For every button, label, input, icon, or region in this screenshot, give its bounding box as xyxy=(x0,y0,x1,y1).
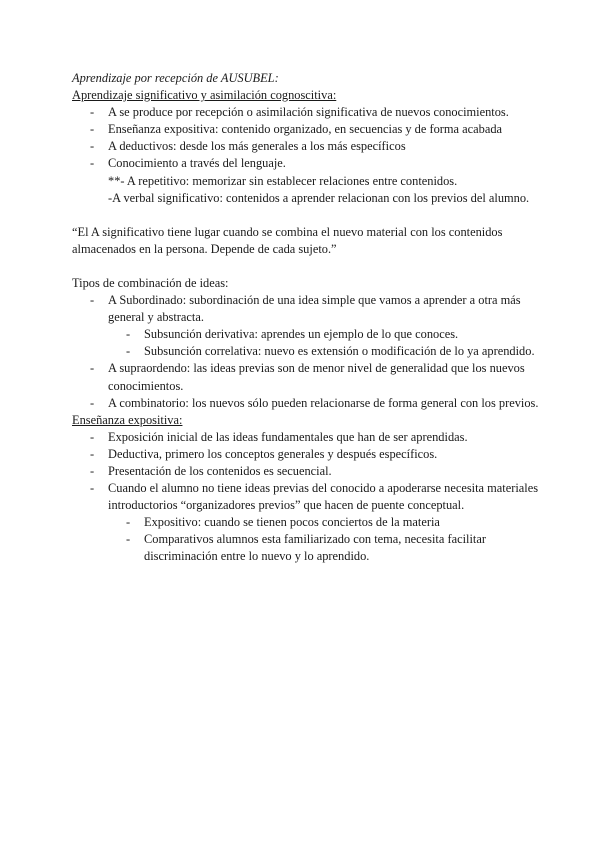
section-heading-significativo: Aprendizaje significativo y asimilación cognoscitiva: xyxy=(72,88,337,103)
section-heading-expositiva: Enseñanza expositiva: xyxy=(72,412,183,427)
list-item: - A deductivos: desde los más generales a los más específicos xyxy=(72,138,540,155)
bullet-list-expositiva xyxy=(72,429,540,514)
list-item xyxy=(72,292,540,326)
note-verbal-significativo: -A verbal significativo: contenidos a aprender relacionan con los previos del alumno. xyxy=(108,190,530,205)
sub-list-item: - Comparativos alumnos esta familiarizado con tema, necesita facilitar discriminación entre lo nuevo y lo aprendido. xyxy=(72,531,540,565)
sub-list-item: - Subsunción correlativa: nuevo es extensión o modificación de lo ya aprendido. xyxy=(72,343,540,360)
list-item: - Cuando el alumno no tiene ideas previas del conocido a apoderarse necesita materiales introductorios “organizadores previos” que hacen de puente conceptual. xyxy=(72,480,540,514)
list-item: - Exposición inicial de las ideas fundamentales que han de ser aprendidas. xyxy=(72,429,540,446)
sub-list-item: - Expositivo: cuando se tienen pocos conciertos de la materia xyxy=(72,514,540,531)
list-item: - Presentación de los contenidos es secuencial. xyxy=(72,463,540,480)
list-item-text: A Subordinado: subordinación de una idea simple que vamos a aprender a otra más general y abstracta. xyxy=(108,293,521,325)
list-item: - A supraordendo: las ideas previas son de menor nivel de generalidad que los nuevos conocimientos. xyxy=(72,360,540,394)
sub-list-organizadores xyxy=(72,514,540,565)
list-item: - Enseñanza expositiva: contenido organizado, en secuencias y de forma acabada xyxy=(72,121,540,138)
bullet-list-significativo xyxy=(72,104,540,172)
section-heading-combinacion: Tipos de combinación de ideas: xyxy=(72,275,229,290)
document-title: Aprendizaje por recepción de AUSUBEL: xyxy=(72,71,279,85)
sub-list-subordinado xyxy=(72,326,540,360)
spacer xyxy=(72,207,540,224)
list-item: - A combinatorio: los nuevos sólo pueden relacionarse de forma general con los previos. xyxy=(72,395,540,412)
list-item: - A se produce por recepción o asimilación significativa de nuevos conocimientos. xyxy=(72,104,540,121)
list-item: - Conocimiento a través del lenguaje. xyxy=(72,155,540,172)
list-item: - Deductiva, primero los conceptos generales y después específicos. xyxy=(72,446,540,463)
quote-paragraph: “El A significativo tiene lugar cuando se combina el nuevo material con los contenidos almacenados en la persona. Depende de cada sujeto.” xyxy=(72,224,503,256)
bullet-list-combinacion-cont xyxy=(72,360,540,411)
note-repetitivo: **- A repetitivo: memorizar sin establecer relaciones entre contenidos. xyxy=(108,173,458,188)
sub-list-item: - Subsunción derivativa: aprendes un ejemplo de lo que conoces. xyxy=(72,326,540,343)
spacer xyxy=(72,258,540,275)
bullet-list-combinacion xyxy=(72,292,540,326)
